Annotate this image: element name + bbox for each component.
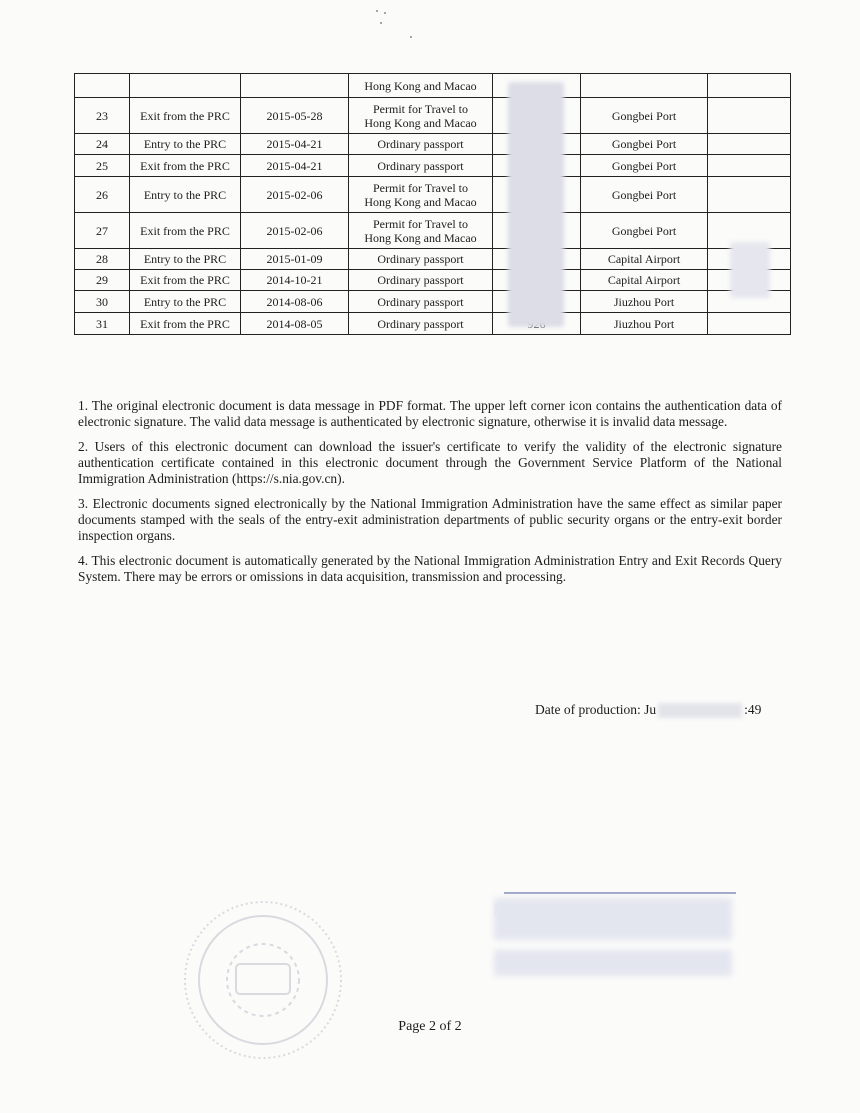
note-item: 3. Electronic documents signed electronically by the National Immigration Administration have the same effect as similar paper documents stamped with the seals of the entry-exit administration departments of public security organs or the entry-exit border inspection organs. [78, 496, 782, 543]
direction-cell: Entry to the PRC [130, 177, 241, 213]
row-number: 23 [75, 98, 130, 134]
signature-block [494, 890, 734, 985]
date-cell: 2015-04-21 [241, 155, 349, 177]
table-row [75, 177, 791, 213]
redaction-blur [508, 82, 564, 327]
records-table-body [75, 74, 791, 335]
speck [380, 22, 382, 24]
table-row [75, 291, 791, 313]
date-cell [241, 74, 349, 98]
direction-cell: Entry to the PRC [130, 249, 241, 270]
table-row [75, 74, 791, 98]
row-number [75, 74, 130, 98]
date-cell: 2015-02-06 [241, 213, 349, 249]
empty-cell [708, 313, 791, 335]
direction-cell [130, 74, 241, 98]
date-cell: 2014-08-05 [241, 313, 349, 335]
table-row [75, 98, 791, 134]
port-cell: Gongbei Port [581, 213, 708, 249]
direction-cell: Exit from the PRC [130, 155, 241, 177]
direction-cell: Exit from the PRC [130, 313, 241, 335]
row-number: 25 [75, 155, 130, 177]
page-number: Page 2 of 2 [398, 1019, 462, 1034]
direction-cell: Exit from the PRC [130, 270, 241, 291]
row-number: 29 [75, 270, 130, 291]
port-cell: Jiuzhou Port [581, 291, 708, 313]
direction-cell: Entry to the PRC [130, 291, 241, 313]
notes-section [78, 398, 782, 594]
document-type-cell: Ordinary passport [349, 313, 493, 335]
document-type-cell: Permit for Travel to Hong Kong and Macao [349, 177, 493, 213]
document-type-cell: Ordinary passport [349, 155, 493, 177]
row-number: 28 [75, 249, 130, 270]
redaction-blur [494, 898, 732, 940]
redaction-blur [658, 703, 742, 718]
faded-seal [178, 898, 348, 1063]
note-item: 2. Users of this electronic document can download the issuer's certificate to verify the validity of the electronic signature authentication certificate contained in this electronic document through the Government Service Platform of the National Immigration Administration (https://s.nia.gov.cn). [78, 439, 782, 486]
records-table [74, 73, 791, 335]
port-cell: Capital Airport [581, 249, 708, 270]
port-cell [581, 74, 708, 98]
date-cell: 2014-10-21 [241, 270, 349, 291]
table-row [75, 270, 791, 291]
speck [410, 36, 412, 38]
row-number: 26 [75, 177, 130, 213]
document-type-cell: Ordinary passport [349, 249, 493, 270]
document-type-cell: Ordinary passport [349, 291, 493, 313]
document-type-cell: Permit for Travel to Hong Kong and Macao [349, 98, 493, 134]
port-cell: Gongbei Port [581, 155, 708, 177]
note-item: 1. The original electronic document is data message in PDF format. The upper left corner icon contains the authentication data of electronic signature. The valid data message is authenticated by electronic signature, otherwise it is invalid data message. [78, 398, 782, 429]
production-suffix: :49 [744, 702, 762, 717]
direction-cell: Entry to the PRC [130, 134, 241, 155]
date-cell: 2015-04-21 [241, 134, 349, 155]
direction-cell: Exit from the PRC [130, 213, 241, 249]
empty-cell [708, 74, 791, 98]
redaction-blur [730, 242, 770, 298]
date-cell: 2015-01-09 [241, 249, 349, 270]
port-cell: Capital Airport [581, 270, 708, 291]
table-row [75, 313, 791, 335]
date-cell: 2014-08-06 [241, 291, 349, 313]
port-cell: Gongbei Port [581, 134, 708, 155]
empty-cell [708, 177, 791, 213]
document-type-cell: Ordinary passport [349, 270, 493, 291]
production-label: Date of production: Ju [535, 702, 657, 717]
signature-stroke [504, 892, 736, 894]
empty-cell [708, 98, 791, 134]
redaction-blur [494, 950, 732, 976]
direction-cell: Exit from the PRC [130, 98, 241, 134]
table-row [75, 155, 791, 177]
port-cell: Gongbei Port [581, 177, 708, 213]
row-number: 24 [75, 134, 130, 155]
note-item: 4. This electronic document is automatically generated by the National Immigration Administration Entry and Exit Records Query System. There may be errors or omissions in data acquisition, transmission and processing. [78, 553, 782, 584]
row-number: 27 [75, 213, 130, 249]
empty-cell [708, 155, 791, 177]
speck [376, 10, 378, 12]
production-date [535, 702, 761, 718]
port-cell: Gongbei Port [581, 98, 708, 134]
row-number: 31 [75, 313, 130, 335]
row-number: 30 [75, 291, 130, 313]
table-row [75, 249, 791, 270]
document-type-cell: Hong Kong and Macao [349, 74, 493, 98]
speck [384, 12, 386, 14]
date-cell: 2015-05-28 [241, 98, 349, 134]
date-cell: 2015-02-06 [241, 177, 349, 213]
port-cell: Jiuzhou Port [581, 313, 708, 335]
table-row [75, 134, 791, 155]
table-row [75, 213, 791, 249]
document-type-cell: Ordinary passport [349, 134, 493, 155]
document-type-cell: Permit for Travel to Hong Kong and Macao [349, 213, 493, 249]
empty-cell [708, 134, 791, 155]
